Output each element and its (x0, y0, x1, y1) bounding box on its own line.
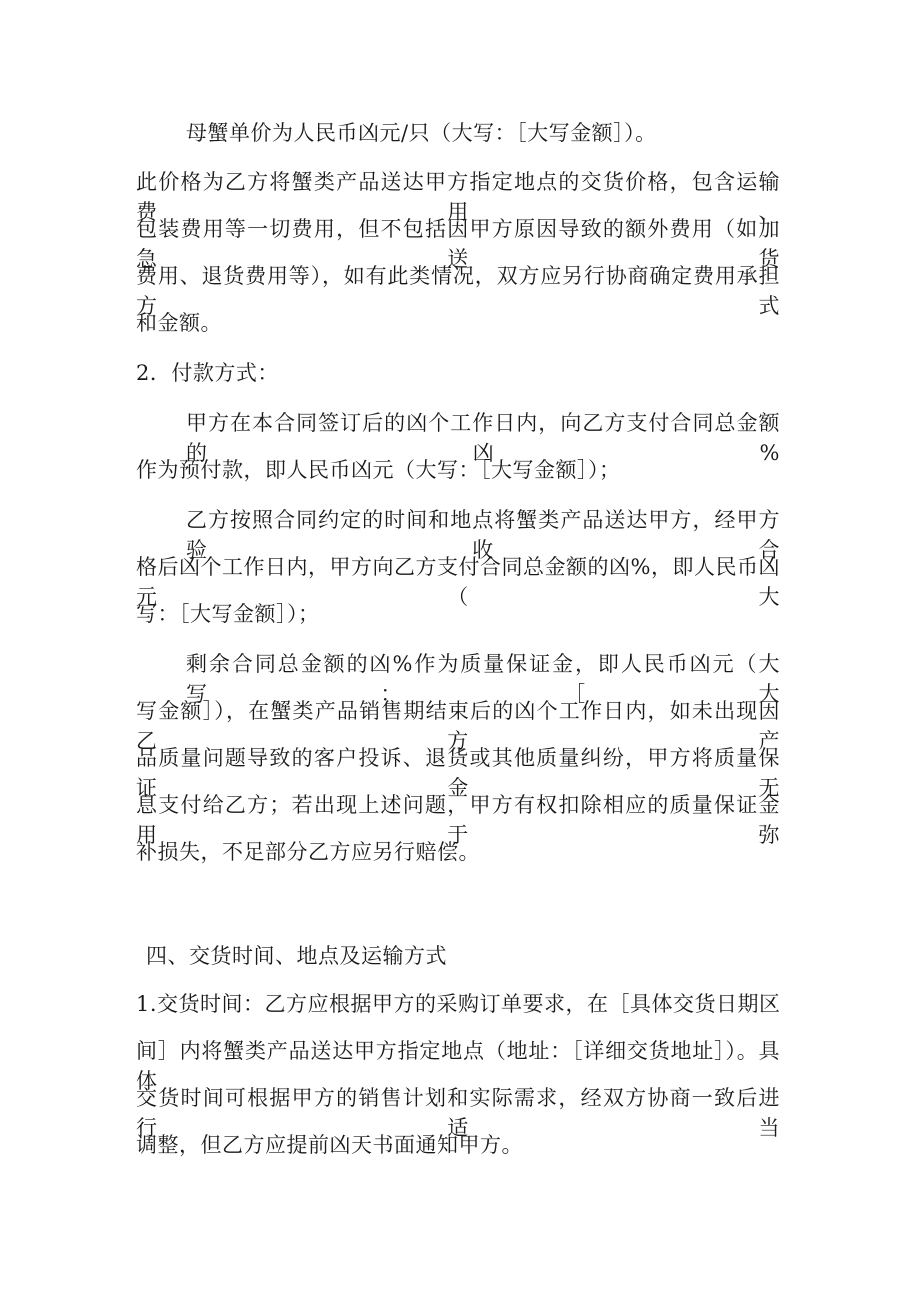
delivery-time-line-3: 交货时间可根据甲方的销售计划和实际需求，经双方协商一致后进行适当 (136, 1086, 780, 1140)
payment-acceptance-line-3: 写：［大写金额］）； (136, 602, 320, 626)
price-note-line-1: 此价格为乙方将蟹类产品送达甲方指定地点的交货价格，包含运输费用、 (136, 170, 780, 224)
payment-heading: 2．付款方式： (136, 361, 279, 385)
price-note-line-2: 包装费用等一切费用，但不包括因甲方原因导致的额外费用（如加急送货 (136, 217, 780, 271)
delivery-time-line-1: 1.交货时间：乙方应根据甲方的采购订单要求，在［具体交货日期区 (136, 992, 781, 1016)
payment-acceptance-line-1: 乙方按照合同约定的时间和地点将蟹类产品送达甲方，经甲方验收合 (186, 508, 780, 562)
payment-deposit-line-3: 品质量问题导致的客户投诉、退货或其他质量纠纷，甲方将质量保证金无 (136, 746, 780, 800)
payment-prepay-line-2: 作为预付款，即人民币凶元（大写：［大写金额］）； (136, 458, 621, 482)
payment-acceptance-line-2: 格后凶个工作日内，甲方向乙方支付合同总金额的凶%，即人民币凶元（大 (136, 555, 780, 609)
payment-deposit-line-4: 息支付给乙方；若出现上述问题，甲方有权扣除相应的质量保证金用于弥 (136, 793, 780, 847)
payment-prepay-line-1: 甲方在本合同签订后的凶个工作日内，向乙方支付合同总金额的凶% (186, 411, 780, 465)
payment-deposit-line-2: 写金额］），在蟹类产品销售期结束后的凶个工作日内，如未出现因乙方产 (136, 699, 780, 753)
section-4-heading: 四、交货时间、地点及运输方式 (146, 944, 447, 968)
price-note-line-4: 和金额。 (136, 311, 222, 335)
delivery-time-line-2: 间］内将蟹类产品送达甲方指定地点（地址：［详细交货地址］）。具体 (136, 1039, 780, 1093)
price-note-line-3: 费用、退货费用等），如有此类情况，双方应另行协商确定费用承担方式 (136, 264, 780, 318)
payment-deposit-line-5: 补损失，不足部分乙方应另行赔偿。 (136, 840, 480, 864)
delivery-time-line-4: 调整，但乙方应提前凶天书面通知甲方。 (136, 1133, 523, 1157)
payment-deposit-line-1: 剩余合同总金额的凶%作为质量保证金，即人民币凶元（大写：［大 (186, 652, 780, 706)
price-line: 母蟹单价为人民币凶元/只（大写：［大写金额］）。 (186, 121, 657, 145)
